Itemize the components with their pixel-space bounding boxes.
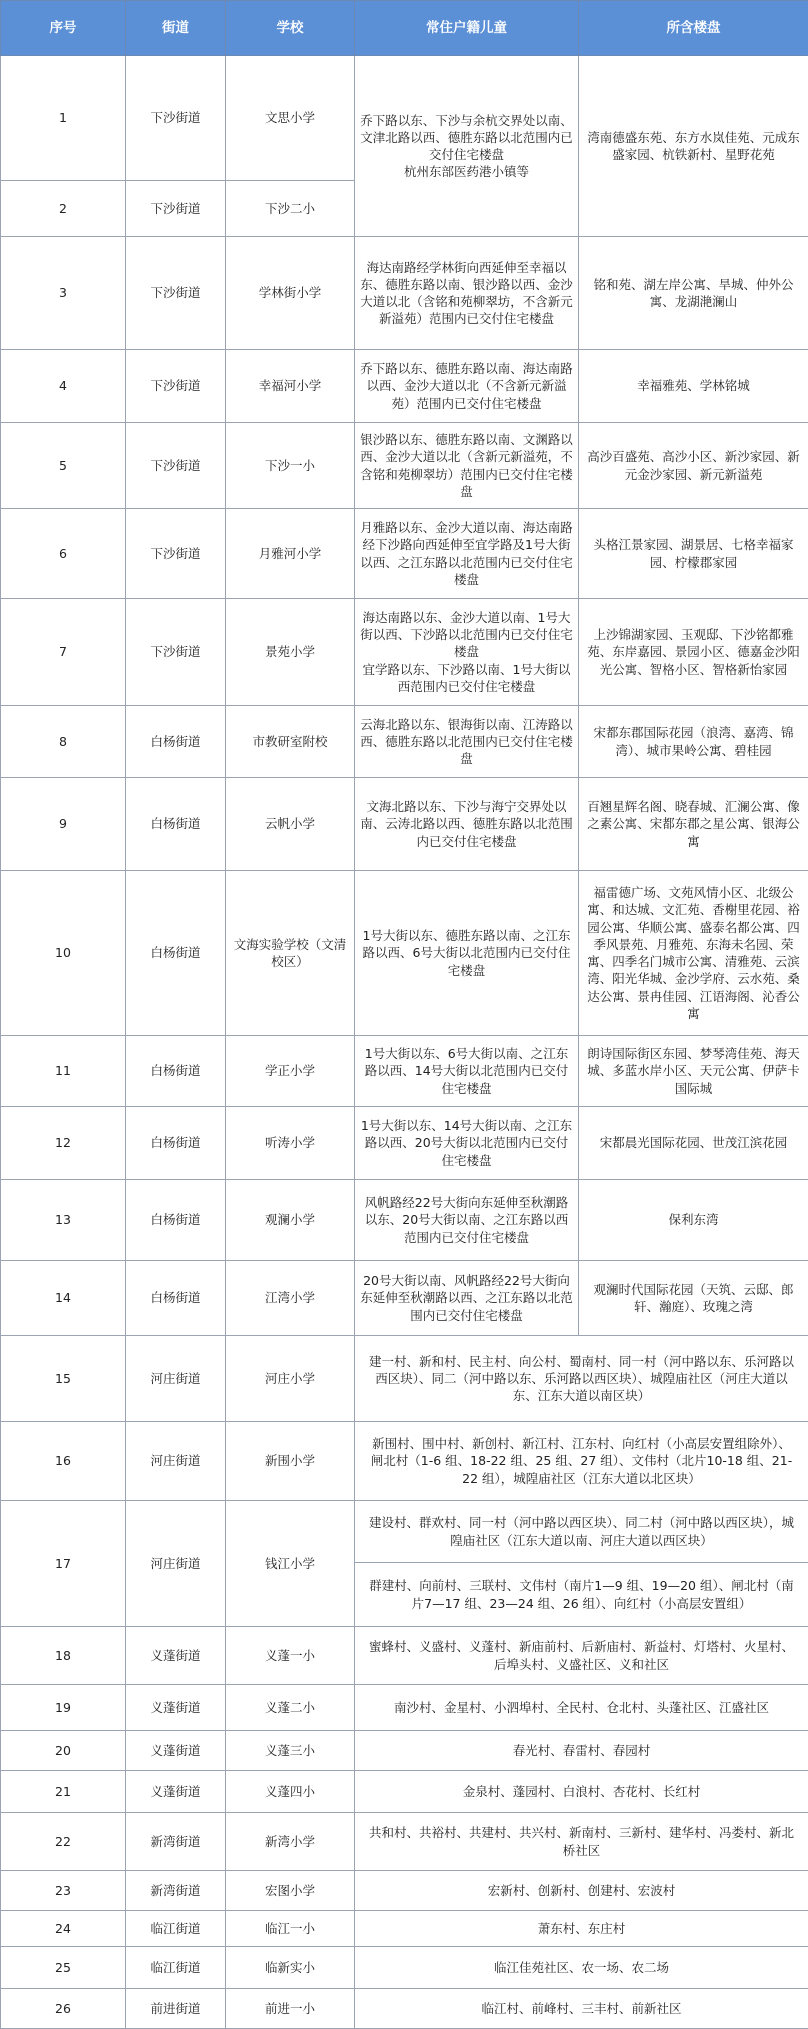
table-row [1, 1771, 808, 1813]
cell-estates: 观澜时代国际花园（天筑、云邸、郎轩、瀚庭）、玫瑰之湾 [579, 1261, 808, 1336]
cell-street: 下沙街道 [126, 350, 226, 423]
cell-street: 白杨街道 [126, 1107, 226, 1180]
table-body [1, 56, 808, 2029]
cell-no: 14 [1, 1261, 126, 1336]
cell-no: 26 [1, 1989, 126, 2029]
cell-children: 文海北路以东、下沙与海宁交界处以南、云涛北路以西、德胜东路以北范围内已交付住宅楼盘 [355, 778, 579, 871]
table-row [1, 778, 808, 871]
cell-school: 景苑小学 [226, 599, 355, 706]
cell-school: 学正小学 [226, 1036, 355, 1107]
cell-villages: 临江佳苑社区、农一场、农二场 [355, 1947, 808, 1989]
cell-street: 义蓬街道 [126, 1685, 226, 1731]
table-row [1, 599, 808, 706]
cell-children: 乔下路以东、德胜东路以南、海达南路以西、金沙大道以北（不含新元新溢苑）范围内已交付住宅楼盘 [355, 350, 579, 423]
cell-no: 8 [1, 706, 126, 778]
cell-school: 江湾小学 [226, 1261, 355, 1336]
cell-school: 钱江小学 [226, 1501, 355, 1627]
cell-villages: 建设村、群欢村、同一村（河中路以西区块）、同二村（河中路以西区块），城隍庙社区（江东大道以南、河庄大道以西区块） [355, 1501, 808, 1563]
cell-children: 云海北路以东、银海街以南、江涛路以西、德胜东路以北范围内已交付住宅楼盘 [355, 706, 579, 778]
cell-no: 17 [1, 1501, 126, 1627]
cell-villages: 群建村、向前村、三联村、文伟村（南片1—9 组、19—20 组）、闸北村（南片7—17 组、23—24 组、26 组）、向红村（小高层安置组） [355, 1563, 808, 1627]
cell-estates: 高沙百盛苑、高沙小区、新沙家园、新元金沙家园、新元新溢苑 [579, 423, 808, 509]
cell-no: 23 [1, 1871, 126, 1911]
cell-street: 河庄街道 [126, 1422, 226, 1501]
table-row [1, 1107, 808, 1180]
cell-villages: 南沙村、金星村、小泗埠村、全民村、仓北村、头蓬社区、江盛社区 [355, 1685, 808, 1731]
header-children: 常住户籍儿童 [355, 1, 579, 56]
cell-estates: 福雷德广场、文苑风情小区、北级公寓、和达城、文汇苑、香榭里花园、裕园公寓、华顺公寓、盛泰名都公寓、四季风景苑、月雅苑、东海未名园、荣寓、四季名门城市公寓、清雅苑、云滨湾、阳光华城、金沙学府、云水苑、桑达公寓、景冉佳园、江语海阁、沁香公寓 [579, 871, 808, 1036]
table-row [1, 706, 808, 778]
cell-estates: 宋都东郡国际花园（浪湾、嘉湾、锦湾）、城市果岭公寓、碧桂园 [579, 706, 808, 778]
cell-villages: 临江村、前峰村、三丰村、前新社区 [355, 1989, 808, 2029]
cell-school: 义蓬三小 [226, 1731, 355, 1771]
cell-no: 4 [1, 350, 126, 423]
cell-school: 学林街小学 [226, 237, 355, 350]
cell-estates: 幸福雅苑、学林铭城 [579, 350, 808, 423]
cell-no: 9 [1, 778, 126, 871]
table-row [1, 871, 808, 1036]
cell-school: 义蓬四小 [226, 1771, 355, 1813]
table-row [1, 1685, 808, 1731]
cell-school: 文海实验学校（文清校区） [226, 871, 355, 1036]
cell-villages: 建一村、新和村、民主村、向公村、蜀南村、同一村（河中路以东、乐河路以西区块）、同二（河中路以东、乐河路以西区块）、城隍庙社区（河庄大道以东、江东大道以南区块） [355, 1336, 808, 1422]
table-row [1, 1731, 808, 1771]
cell-estates: 百翘星辉名阁、晓春城、汇澜公寓、像之素公寓、宋都东郡之星公寓、银海公寓 [579, 778, 808, 871]
cell-street: 白杨街道 [126, 1261, 226, 1336]
table-row [1, 423, 808, 509]
cell-no: 10 [1, 871, 126, 1036]
cell-school: 新围小学 [226, 1422, 355, 1501]
cell-no: 21 [1, 1771, 126, 1813]
cell-street: 义蓬街道 [126, 1627, 226, 1685]
cell-villages: 金泉村、蓬园村、白浪村、杏花村、长红村 [355, 1771, 808, 1813]
cell-estates: 宋都晨光国际花园、世茂江滨花园 [579, 1107, 808, 1180]
cell-street: 白杨街道 [126, 778, 226, 871]
cell-school: 市教研室附校 [226, 706, 355, 778]
cell-no: 22 [1, 1813, 126, 1871]
cell-street: 白杨街道 [126, 1180, 226, 1261]
cell-school: 宏图小学 [226, 1871, 355, 1911]
cell-school: 幸福河小学 [226, 350, 355, 423]
cell-street: 白杨街道 [126, 1036, 226, 1107]
cell-street: 新湾街道 [126, 1813, 226, 1871]
table-row [1, 1947, 808, 1989]
table-row [1, 509, 808, 599]
cell-villages: 蜜蜂村、义盛村、义蓬村、新庙前村、后新庙村、新益村、灯塔村、火星村、后埠头村、义盛社区、义和社区 [355, 1627, 808, 1685]
cell-street: 新湾街道 [126, 1871, 226, 1911]
header-street: 街道 [126, 1, 226, 56]
cell-school: 听涛小学 [226, 1107, 355, 1180]
cell-school: 新湾小学 [226, 1813, 355, 1871]
table-row [1, 1871, 808, 1911]
cell-no: 18 [1, 1627, 126, 1685]
cell-no: 7 [1, 599, 126, 706]
cell-street: 义蓬街道 [126, 1771, 226, 1813]
cell-villages: 宏新村、创新村、创建村、宏波村 [355, 1871, 808, 1911]
cell-villages: 萧东村、东庄村 [355, 1911, 808, 1947]
cell-estates: 保利东湾 [579, 1180, 808, 1261]
cell-children: 银沙路以东、德胜东路以南、文渊路以西、金沙大道以北（含新元新溢苑，不含铭和苑柳翠坊）范围内已交付住宅楼盘 [355, 423, 579, 509]
cell-school: 临新实小 [226, 1947, 355, 1989]
table-row [1, 1036, 808, 1107]
cell-no: 13 [1, 1180, 126, 1261]
cell-street: 临江街道 [126, 1947, 226, 1989]
cell-school: 河庄小学 [226, 1336, 355, 1422]
cell-street: 河庄街道 [126, 1336, 226, 1422]
header-no: 序号 [1, 1, 126, 56]
cell-school: 文思小学 [226, 56, 355, 181]
cell-street: 下沙街道 [126, 56, 226, 181]
table-row [1, 1336, 808, 1422]
cell-villages: 共和村、共裕村、共建村、共兴村、新南村、三新村、建华村、冯娄村、新北桥社区 [355, 1813, 808, 1871]
table-row [1, 1813, 808, 1871]
cell-children: 海达南路经学林街向西延伸至幸福以东、德胜东路以南、银沙路以西、金沙大道以北（含铭和苑柳翠坊，不含新元新溢苑）范围内已交付住宅楼盘 [355, 237, 579, 350]
cell-school: 义蓬二小 [226, 1685, 355, 1731]
cell-school: 下沙二小 [226, 181, 355, 237]
cell-no: 20 [1, 1731, 126, 1771]
cell-street: 下沙街道 [126, 181, 226, 237]
cell-school: 月雅河小学 [226, 509, 355, 599]
cell-estates: 朗诗国际街区东园、梦琴湾佳苑、海天城、多蓝水岸小区、天元公寓、伊萨卡国际城 [579, 1036, 808, 1107]
table-row [1, 56, 808, 181]
cell-children: 乔下路以东、下沙与余杭交界处以南、文津北路以西、德胜东路以北范围内已交付住宅楼盘 杭州东部医药港小镇等 [355, 56, 579, 237]
cell-children: 海达南路以东、金沙大道以南、1号大街以西、下沙路以北范围内已交付住宅楼盘 宜学路以东、下沙路以南、1号大街以西范围内已交付住宅楼盘 [355, 599, 579, 706]
cell-villages: 新围村、围中村、新创村、新江村、江东村、向红村（小高层安置组除外）、闸北村（1-6 组、18-22 组、25 组、27 组）、文伟村（北片10-18 组、21-22 组），城隍庙社区（江东大道以北区块） [355, 1422, 808, 1501]
cell-school: 下沙一小 [226, 423, 355, 509]
header-school: 学校 [226, 1, 355, 56]
cell-no: 1 [1, 56, 126, 181]
cell-school: 义蓬一小 [226, 1627, 355, 1685]
cell-no: 25 [1, 1947, 126, 1989]
table-row [1, 1989, 808, 2029]
cell-no: 5 [1, 423, 126, 509]
cell-villages: 春光村、春雷村、春园村 [355, 1731, 808, 1771]
cell-children: 1号大街以东、14号大街以南、之江东路以西、20号大街以北范围内已交付住宅楼盘 [355, 1107, 579, 1180]
table-row [1, 1180, 808, 1261]
table-row [1, 1501, 808, 1563]
cell-no: 19 [1, 1685, 126, 1731]
cell-estates: 湾南德盛东苑、东方水岚佳苑、元成东盛家园、杭铁新村、星野花苑 [579, 56, 808, 237]
cell-no: 11 [1, 1036, 126, 1107]
cell-street: 白杨街道 [126, 706, 226, 778]
cell-street: 白杨街道 [126, 871, 226, 1036]
header-estates: 所含楼盘 [579, 1, 808, 56]
table-row [1, 1261, 808, 1336]
cell-street: 前进街道 [126, 1989, 226, 2029]
cell-estates: 头格江景家园、湖景居、七格幸福家园、柠檬郡家园 [579, 509, 808, 599]
cell-children: 1号大街以东、6号大街以南、之江东路以西、14号大街以北范围内已交付住宅楼盘 [355, 1036, 579, 1107]
cell-estates: 上沙锦湖家园、玉观邸、下沙铭都雅苑、东岸嘉园、景园小区、德嘉金沙阳光公寓、智格小区、智格新怡家园 [579, 599, 808, 706]
cell-school: 前进一小 [226, 1989, 355, 2029]
table-row [1, 1627, 808, 1685]
table-row [1, 1422, 808, 1501]
cell-street: 义蓬街道 [126, 1731, 226, 1771]
cell-children: 月雅路以东、金沙大道以南、海达南路经下沙路向西延伸至宜学路及1号大街以西、之江东路以北范围内已交付住宅楼盘 [355, 509, 579, 599]
cell-street: 河庄街道 [126, 1501, 226, 1627]
cell-no: 2 [1, 181, 126, 237]
cell-street: 下沙街道 [126, 599, 226, 706]
cell-street: 下沙街道 [126, 423, 226, 509]
cell-no: 6 [1, 509, 126, 599]
cell-no: 12 [1, 1107, 126, 1180]
cell-children: 1号大街以东、德胜东路以南、之江东路以西、6号大街以北范围内已交付住宅楼盘 [355, 871, 579, 1036]
table-row [1, 350, 808, 423]
cell-street: 下沙街道 [126, 237, 226, 350]
cell-street: 临江街道 [126, 1911, 226, 1947]
cell-school: 云帆小学 [226, 778, 355, 871]
cell-children: 20号大街以南、风帆路经22号大街向东延伸至秋潮路以西、之江东路以北范围内已交付住宅楼盘 [355, 1261, 579, 1336]
table-row [1, 237, 808, 350]
cell-no: 16 [1, 1422, 126, 1501]
cell-no: 15 [1, 1336, 126, 1422]
table-row [1, 1911, 808, 1947]
cell-children: 风帆路经22号大街向东延伸至秋潮路以东、20号大街以南、之江东路以西范围内已交付住宅楼盘 [355, 1180, 579, 1261]
cell-no: 3 [1, 237, 126, 350]
cell-school: 观澜小学 [226, 1180, 355, 1261]
cell-no: 24 [1, 1911, 126, 1947]
cell-street: 下沙街道 [126, 509, 226, 599]
cell-estates: 铭和苑、湖左岸公寓、旱城、仲外公寓、龙湖滟澜山 [579, 237, 808, 350]
cell-school: 临江一小 [226, 1911, 355, 1947]
header-row [1, 1, 808, 56]
